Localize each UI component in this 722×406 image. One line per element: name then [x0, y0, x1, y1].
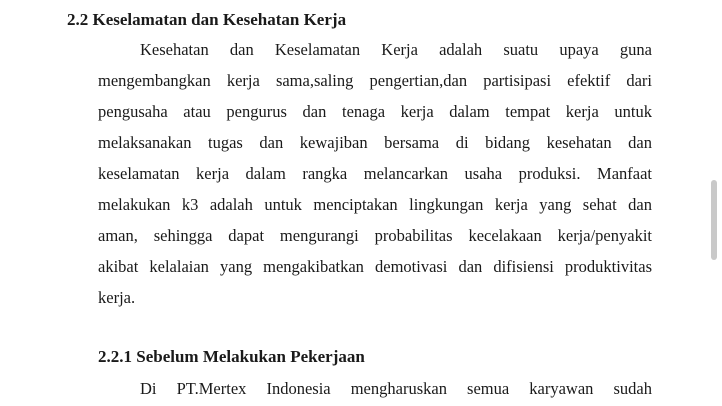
paragraph-line: aman, sehingga dapat mengurangi probabilitas kecelakaan kerja/penyakit	[98, 226, 652, 245]
section-heading: 2.2 Keselamatan dan Kesehatan Kerja	[67, 10, 347, 29]
section-paragraph	[98, 34, 652, 313]
paragraph-line: Di PT.Mertex Indonesia mengharuskan semua karyawan sudah	[140, 379, 652, 398]
paragraph-line: melaksanakan tugas dan kewajiban bersama di bidang kesehatan dan	[98, 133, 652, 152]
paragraph-line: keselamatan kerja dalam rangka melancarkan usaha produksi. Manfaat	[98, 164, 652, 183]
paragraph-line: kerja.	[98, 288, 136, 307]
paragraph-line: mengembangkan kerja sama,saling pengertian,dan partisipasi efektif dari	[98, 71, 652, 90]
subsection-paragraph	[98, 373, 652, 404]
subsection-heading: 2.2.1 Sebelum Melakukan Pekerjaan	[98, 347, 365, 366]
paragraph-line: akibat kelalaian yang mengakibatkan demotivasi dan difisiensi produktivitas	[98, 257, 652, 276]
paragraph-line: pengusaha atau pengurus dan tenaga kerja dalam tempat kerja untuk	[98, 102, 652, 121]
vertical-scrollbar[interactable]	[711, 180, 717, 260]
paragraph-line: melakukan k3 adalah untuk menciptakan lingkungan kerja yang sehat dan	[98, 195, 652, 214]
paragraph-line: Kesehatan dan Keselamatan Kerja adalah suatu upaya guna	[140, 40, 652, 59]
